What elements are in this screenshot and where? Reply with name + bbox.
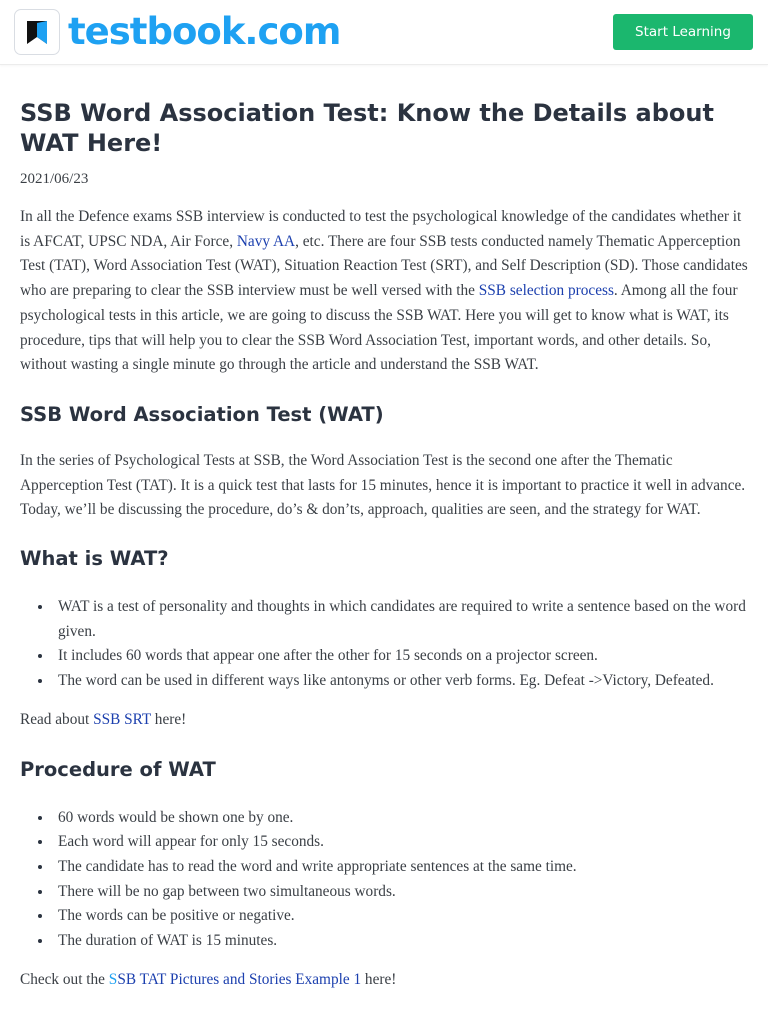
list-item-text: 60 words would be shown one by one. [58, 808, 294, 826]
bullet-icon [38, 605, 42, 609]
section-heading-wat: SSB Word Association Test (WAT) [20, 402, 384, 426]
list-item [20, 806, 750, 831]
intro-paragraph [20, 205, 750, 378]
intro-text-2: , etc. There are four SSB tests conducted namely Thematic Apperception Test (TAT), Word Association Test (WAT), Situation Reaction Test (SRT), and Self Description (SD). Those candidates who are preparing to clear the SSB interview must be well versed with the [20, 232, 748, 300]
bullet-icon [38, 840, 42, 844]
list-item [20, 904, 750, 929]
ssb-tat-pictures-link[interactable] [109, 971, 361, 988]
link-text: SB TAT Pictures and Stories Example 1 [117, 970, 362, 988]
list-item-text: WAT is a test of personality and thoughts in which candidates are required to write a sentence based on the word given. [58, 598, 746, 640]
read-about-paragraph [20, 708, 750, 733]
intro-text-3: . Among all the four psychological tests in this article, we are going to discuss the SSB WAT. Here you will get to know what is WAT, its procedure, tips that will help you to clear the SSB Word Association Test, important words, and other details. So, without wasting a single minute go through the article and understand the SSB WAT. [20, 282, 738, 374]
check-out-suffix: here! [361, 970, 397, 988]
what-is-wat-list [20, 595, 750, 694]
intro-text-1: In all the Defence exams SSB interview is conducted to test the psychological knowledge of the candidates whether it is AFCAT, UPSC NDA, Air Force, [20, 208, 742, 250]
article-title: SSB Word Association Test: Know the Details about WAT Here! [20, 99, 714, 157]
section-heading-procedure: Procedure of WAT [20, 757, 216, 781]
bullet-icon [38, 914, 42, 918]
list-item-text: The word can be used in different ways like antonyms or other verb forms. Eg. Defeat ->Victory, Defeated. [58, 672, 714, 690]
article-date: 2021/06/23 [20, 171, 89, 187]
read-about-prefix: Read about [20, 710, 94, 728]
list-item [20, 880, 750, 905]
article [20, 98, 750, 992]
bullet-icon [38, 816, 42, 820]
bullet-icon [38, 865, 42, 869]
list-item [20, 855, 750, 880]
section-heading-what-is-wat: What is WAT? [20, 547, 169, 571]
bullet-icon [38, 890, 42, 894]
list-item-text: Each word will appear for only 15 seconds. [58, 833, 324, 851]
navy-aa-link[interactable]: Navy AA [236, 232, 296, 250]
wat-paragraph: In the series of Psychological Tests at SSB, the Word Association Test is the second one after the Thematic Apperception Test (TAT). It is a quick test that lasts for 15 minutes, hence it is important to practice it well in advance. Today, we’ll be discussing the procedure, do’s & don’ts, approach, qualities are seen, and the strategy for WAT. [20, 451, 746, 519]
list-item [20, 830, 750, 855]
check-out-paragraph [20, 968, 750, 993]
list-item-text: There will be no gap between two simultaneous words. [58, 882, 396, 900]
ssb-srt-link[interactable]: SSB SRT [93, 710, 151, 728]
site-logo[interactable] [14, 9, 340, 55]
list-item-text: It includes 60 words that appear one after the other for 15 seconds on a projector screen. [58, 647, 598, 665]
testbook-logo-icon [14, 9, 60, 55]
bullet-icon [38, 679, 42, 683]
procedure-list [20, 806, 750, 954]
logo-text: testbook.com [68, 10, 341, 53]
list-item [20, 644, 750, 669]
bullet-icon [38, 654, 42, 658]
site-header [0, 0, 768, 65]
check-out-prefix: Check out the [20, 970, 109, 988]
ssb-selection-process-link[interactable]: SSB selection process [478, 282, 614, 300]
read-about-suffix: here! [150, 710, 187, 728]
list-item-text: The duration of WAT is 15 minutes. [58, 932, 278, 950]
bullet-icon [38, 939, 42, 943]
list-item-text: The words can be positive or negative. [58, 907, 295, 925]
link-first-letter: S [108, 970, 118, 988]
list-item [20, 669, 750, 694]
list-item-text: The candidate has to read the word and write appropriate sentences at the same time. [58, 857, 577, 875]
start-learning-button[interactable]: Start Learning [613, 14, 753, 50]
list-item [20, 595, 750, 644]
list-item [20, 929, 750, 954]
